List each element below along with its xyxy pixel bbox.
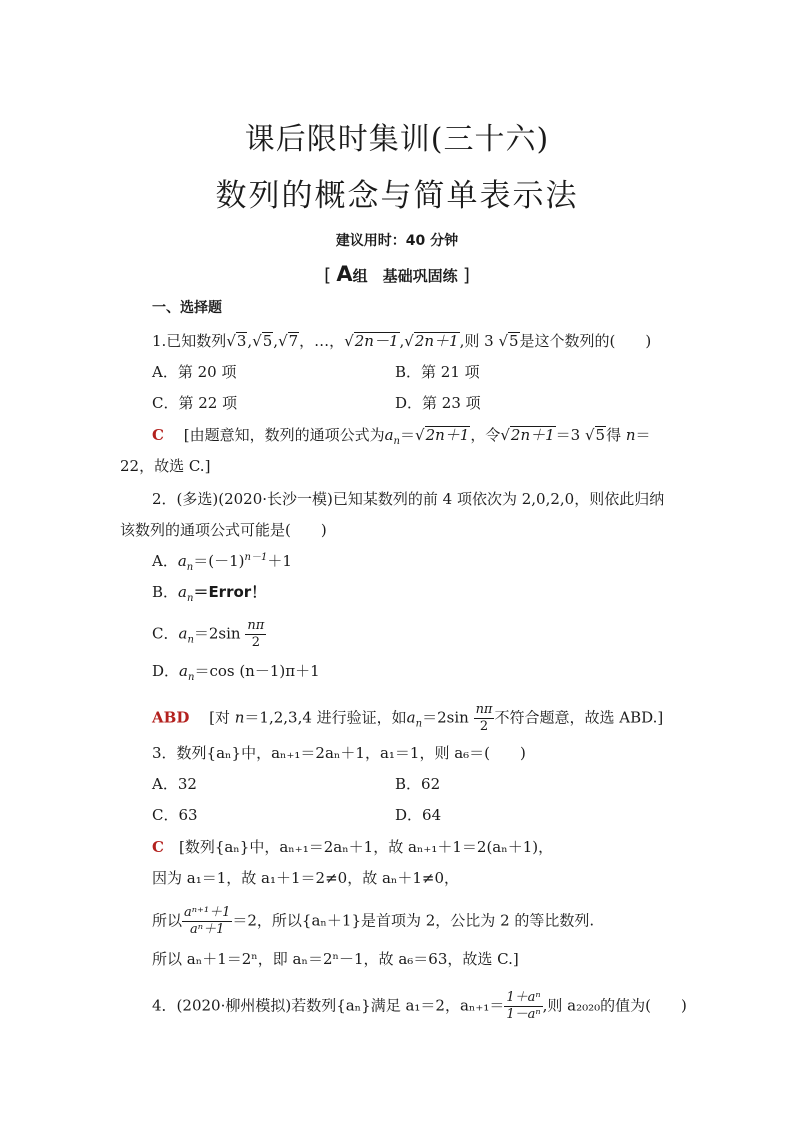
q1-prefix: 1.已知数列 [152,332,227,350]
q2-answer: ABD [152,708,190,727]
q2-c-rest: ＝2sin [193,624,241,643]
group-letter: A [336,262,353,286]
q1-sqrt-3: 3 [236,332,247,350]
q3-exp-3-pre: 所以 [152,911,183,930]
q3-explanation-4: 所以 aₙ＋1＝2ⁿ，即 aₙ＝2ⁿ－1，故 a₆＝63，故选 C.] [152,950,519,968]
question-4 [152,990,687,1023]
q3-exp-fraction [182,905,232,938]
q3-exp-1: [数列{aₙ}中，aₙ₊₁＝2aₙ＋1，故 aₙ₊₁＋1＝2(aₙ＋1)， [178,838,554,856]
group-heading [0,262,794,286]
q1-exp-4: ＝3 [555,426,581,444]
q2-exp-3: ＝2sin [422,708,469,727]
q1-mid: ,则 3 [459,332,494,350]
q2-a-end: ＋1 [267,552,292,570]
q2-exp-den: 2 [479,719,489,734]
q1-exp-sub-n: n [393,436,400,447]
group-label: 组 基础巩固练 [352,267,458,285]
q2-exp-num: nπ [475,702,493,717]
q1-explanation-line-2: 22，故选 C.] [120,457,211,475]
q1-exp-5: 得 [606,426,622,444]
section-heading: 一、选择题 [152,300,222,316]
q1-exp-sqrt-2: 2n＋1 [510,426,555,444]
q2-b-rest: ＝Error！ [193,583,267,601]
q2-option-c: C．$a_n=2\sin$ $\frac{n\pi}{2}$ [152,618,265,650]
q1-option-c: C．第 22 项 [152,394,238,412]
q3-explanation-1 [152,837,553,857]
q1-suffix: 是这个数列的( ) [519,332,652,350]
q3-answer: C [152,838,164,856]
question-2-line-1: 2．(多选)(2020·长沙一模)已知某数列的前 4 项依次为 2,0,2,0，则依此归纳 [152,490,665,508]
q2-explanation: ABD [对 n＝1,2,3,4 进行验证，如$a_n=2\sin$ $\frac{n\pi}{2}$ 不符合题意，故选 ABD.] [152,702,664,734]
group-bracket-open: [ [324,265,332,286]
question-1: 1.已知数列√3,√5,√7，…，√2n－1,√2n＋1,则 3 √5是这个数列的( ) [152,332,652,350]
q4-fraction [504,990,542,1023]
q4-post: ,则 a₂₀₂₀的值为( ) [542,996,687,1015]
q4-den: 1－aⁿ [506,1007,541,1022]
q1-answer: C [152,426,164,444]
page-subtitle: 数列的概念与简单表示法 [215,178,579,214]
q3-exp-num: aⁿ⁺¹＋1 [184,905,231,920]
q3-option-b: B．62 [395,775,441,793]
q2-b-label: B． [152,583,179,601]
q1-sqrt-2n-plus-1: 2n＋1 [414,332,459,350]
time-hint: 建议用时：40 分钟 [335,233,459,249]
q1-exp-sqrt-3: 5 [595,426,606,444]
q2-exp-2: ＝1,2,3,4 进行验证，如 [244,708,407,727]
q4-pre: 4．(2020·柳州模拟)若数列{aₙ}满足 a₁＝2，aₙ₊₁＝ [152,996,505,1015]
question-3: 3．数列{aₙ}中，aₙ₊₁＝2aₙ＋1，a₁＝1，则 a₆＝( ) [152,744,526,762]
q3-option-c: C．63 [152,806,198,824]
q1-option-b: B．第 21 项 [395,363,480,381]
q1-sqrt-5: 5 [262,332,273,350]
q2-c-fraction [245,618,266,651]
q2-a-label: A． [152,552,178,570]
q1-sqrt-5b: 5 [509,332,519,350]
q2-option-d: D．$a_n=\cos$ (n－1)π＋1 [152,662,320,683]
q2-exp-4: 不符合题意，故选 ABD.] [494,708,664,727]
q3-explanation-3 [152,905,594,938]
q1-exp-6: ＝ [635,426,651,444]
q2-exp-1: [对 [209,708,230,727]
q3-explanation-2: 因为 a₁＝1，故 a₁＋1＝2≠0，故 aₙ＋1≠0， [152,869,460,887]
q1-exp-1: [由题意知，数列的通项公式为 [183,426,385,444]
q3-exp-3-post: ＝2，所以{aₙ＋1}是首项为 2，公比为 2 的等比数列. [232,911,595,930]
question-2-line-2: 该数列的通项公式可能是( ) [120,521,327,539]
q1-exp-a: a [384,426,394,444]
q1-option-d: D．第 23 项 [395,394,481,412]
q2-a-sup: n－1 [244,552,268,563]
q1-exp-2: ＝ [400,426,416,444]
q1-dots: ，…， [299,332,345,350]
q1-exp-n: n [625,426,636,444]
q1-sqrt-2n-minus-1: 2n－1 [354,332,399,350]
page-title: 课后限时集训(三十六) [244,122,550,157]
q1-exp-3: ，令 [470,426,501,444]
q1-sqrt-7: 7 [288,332,299,350]
q2-exp-fraction [474,702,495,735]
q2-option-b: B．$a_n=Error$！ [152,583,267,604]
q2-c-den: 2 [251,635,260,650]
q1-option-a: A．第 20 项 [152,363,237,381]
q3-option-a: A．32 [152,775,197,793]
q4-num: 1＋aⁿ [506,990,541,1005]
q3-exp-den: aⁿ＋1 [190,922,225,937]
q2-d-rest: ＝cos (n－1)π＋1 [194,662,320,680]
q2-a-rest: ＝(－1) [193,552,245,570]
q2-c-label: C． [152,624,179,643]
q1-explanation: C [由题意知，数列的通项公式为$a_n=√2n+1$，令√2n＋1＝3 √5得 n＝ [152,426,651,447]
q3-option-d: D．64 [395,806,442,824]
q1-exp-sqrt-1: 2n＋1 [425,426,470,444]
q2-c-num: nπ [247,618,265,633]
q2-option-a: A．$a_n=(-1)^{n-1}+1$ [152,552,292,573]
q2-d-label: D． [152,662,180,680]
group-bracket-close: ] [462,265,470,286]
